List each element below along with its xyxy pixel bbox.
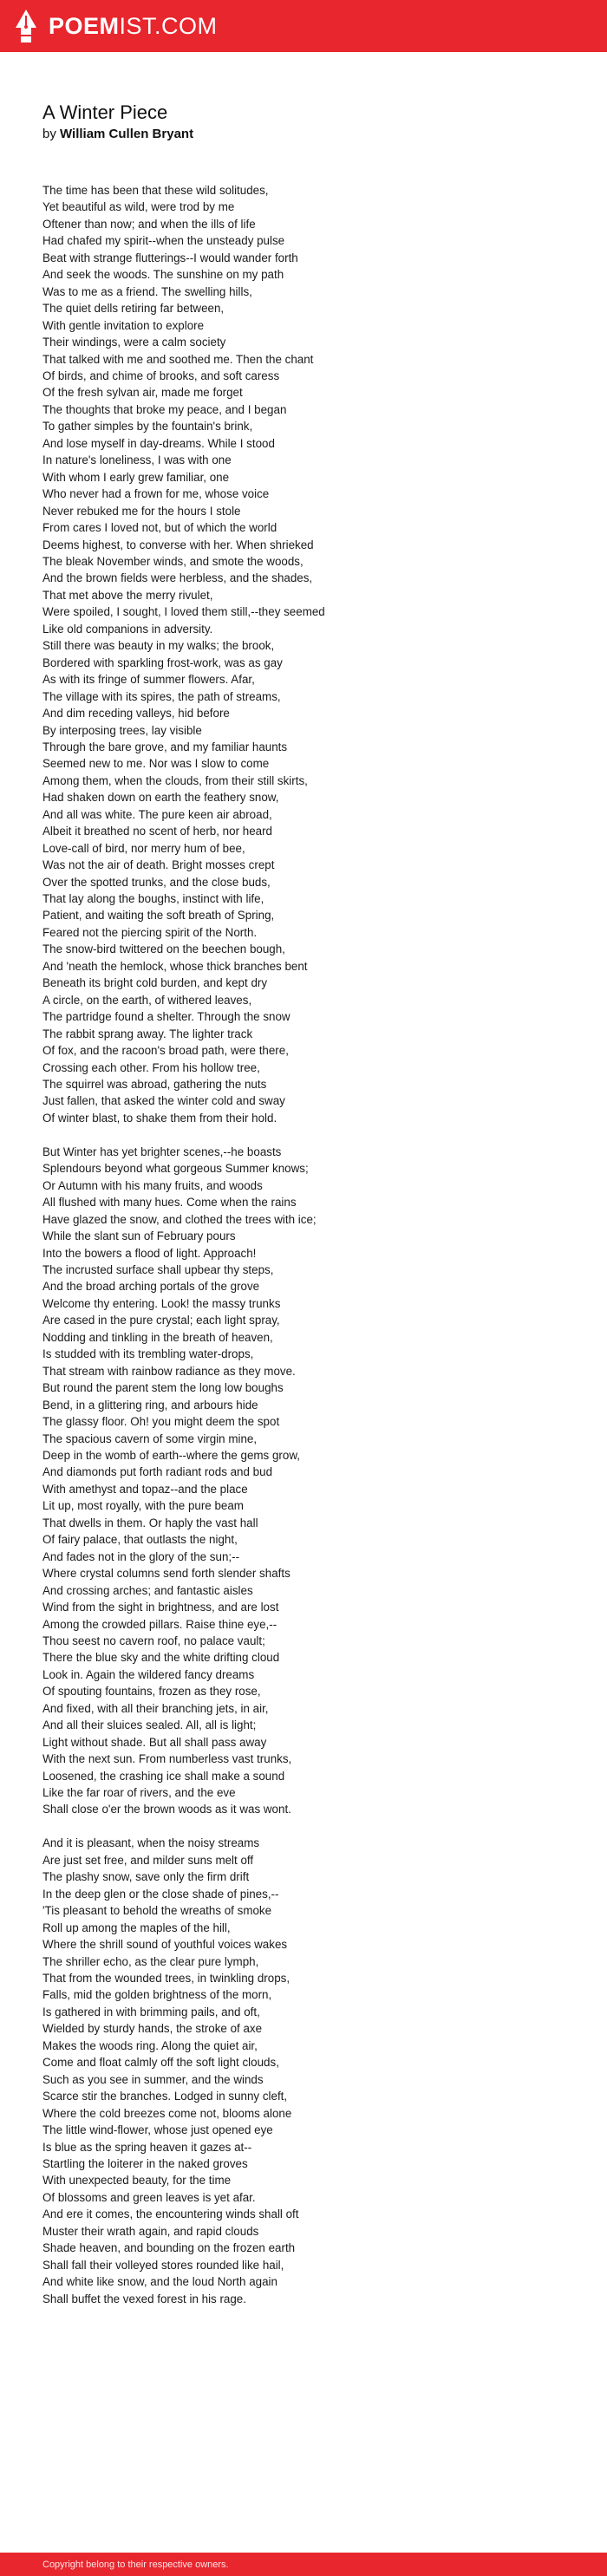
poem-line: Makes the woods ring. Along the quiet air, — [42, 2038, 258, 2052]
poem-line: In the deep glen or the close shade of pines,-- — [42, 1887, 279, 1901]
poem-line: Into the bowers a flood of light. Approach! — [42, 1246, 257, 1260]
poem-line: Splendours beyond what gorgeous Summer knows; — [42, 1162, 309, 1176]
poem-line: Of the fresh sylvan air, made me forget — [42, 386, 243, 400]
poem-line: Like the far roar of rivers, and the eve — [42, 1786, 236, 1800]
poem-line: Have glazed the snow, and clothed the trees with ice; — [42, 1212, 317, 1226]
poem-line: But round the parent stem the long low boughs — [42, 1381, 284, 1395]
poem-line: And the broad arching portals of the grove — [42, 1280, 260, 1294]
poem-line: Loosened, the crashing ice shall make a sound — [42, 1769, 285, 1783]
poem-line: Bordered with sparkling frost-work, was as gay — [42, 655, 283, 669]
poem-line: Over the spotted trunks, and the close buds, — [42, 875, 271, 889]
poem-line: The bleak November winds, and smote the woods, — [42, 554, 304, 568]
poem-line: From cares I loved not, but of which the world — [42, 521, 277, 535]
site-footer — [0, 2553, 607, 2576]
poem-line: With whom I early grew familiar, one — [42, 470, 230, 484]
poem-line: Startling the loiterer in the naked groves — [42, 2156, 248, 2170]
poem-line: Seemed new to me. Nor was I slow to come — [42, 757, 270, 771]
poem-line: Shade heaven, and bounding on the frozen earth — [42, 2241, 296, 2255]
poem-line: And lose myself in day-dreams. While I stood — [42, 436, 275, 450]
logo-text-light: IST.COM — [119, 12, 218, 39]
poem-line: Through the bare grove, and my familiar haunts — [42, 740, 288, 753]
poem-line: Wielded by sturdy hands, the stroke of axe — [42, 2022, 263, 2036]
poem-line: Lit up, most royally, with the pure beam — [42, 1499, 244, 1513]
poem-line: With gentle invitation to explore — [42, 318, 205, 332]
poem-line: Falls, mid the golden brightness of the morn, — [42, 1988, 272, 2002]
poem-line: That from the wounded trees, in twinkling drops, — [42, 1972, 290, 1985]
poem-line: Shall buffet the vexed forest in his rage. — [42, 2292, 246, 2305]
poem-line: All flushed with many hues. Come when the rains — [42, 1196, 297, 1210]
poem-line: With the next sun. From numberless vast trunks, — [42, 1752, 292, 1766]
poem-line: There the blue sky and the white drifting cloud — [42, 1651, 280, 1665]
poem-line: Is studded with its trembling water-drops, — [42, 1347, 254, 1361]
poem-line: Of winter blast, to shake them from their hold. — [42, 1111, 277, 1125]
poem-line: Oftener than now; and when the ills of life — [42, 217, 256, 231]
poem-line: The thoughts that broke my peace, and I began — [42, 402, 287, 416]
poem-line: Of birds, and chime of brooks, and soft caress — [42, 368, 280, 382]
poem-line: Their windings, were a calm society — [42, 336, 226, 349]
poem-line: And it is pleasant, when the noisy streams — [42, 1836, 260, 1850]
poem-line: Had shaken down on earth the feathery snow, — [42, 791, 279, 805]
site-header — [0, 0, 607, 52]
poem-line: And white like snow, and the loud North again — [42, 2275, 277, 2289]
poem-line: Come and float calmly off the soft light clouds, — [42, 2056, 279, 2070]
poem-line: Yet beautiful as wild, were trod by me — [42, 200, 235, 214]
poem-line: And all their sluices sealed. All, all is light; — [42, 1718, 257, 1732]
pen-nib-icon — [14, 9, 38, 43]
poem-line: A circle, on the earth, of withered leaves, — [42, 993, 252, 1007]
logo-text-bold: POEM — [49, 12, 120, 39]
poem-line: That lay along the boughs, instinct with life, — [42, 892, 264, 906]
poem-line: The partridge found a shelter. Through the snow — [42, 1010, 290, 1024]
poem-line: The village with its spires, the path of streams, — [42, 689, 281, 703]
poem-line: Deems highest, to converse with her. When shrieked — [42, 538, 314, 551]
poem-line: And ere it comes, the encountering winds shall oft — [42, 2208, 299, 2221]
poem-line: The rabbit sprang away. The lighter track — [42, 1027, 253, 1040]
poem-line: Are cased in the pure crystal; each light spray, — [42, 1314, 280, 1327]
poem-line: And 'neath the hemlock, whose thick branches bent — [42, 959, 308, 973]
poem-line: Where crystal columns send forth slender shafts — [42, 1567, 290, 1581]
poem-line: Look in. Again the wildered fancy dreams — [42, 1667, 255, 1681]
poem-line: Where the shrill sound of youthful voices wakes — [42, 1938, 288, 1952]
poem-line: Who never had a frown for me, whose voice — [42, 487, 270, 501]
poem-line: The quiet dells retiring far between, — [42, 302, 225, 316]
poem-line: While the slant sun of February pours — [42, 1229, 236, 1243]
poem-line: Where the cold breezes come not, blooms alone — [42, 2106, 292, 2120]
poem-line: That stream with rainbow radiance as they move. — [42, 1364, 296, 1378]
poem-line: The spacious cavern of some virgin mine, — [42, 1431, 258, 1445]
poem-line: Patient, and waiting the soft breath of Spring, — [42, 909, 275, 923]
poem-stanza — [42, 1835, 580, 2307]
poem-stanza — [42, 182, 580, 1126]
poem-line: The shriller echo, as the clear pure lymph, — [42, 1954, 259, 1968]
poem-line: Wind from the sight in brightness, and are lost — [42, 1601, 279, 1614]
poem-line: Beat with strange flutterings--I would wander forth — [42, 251, 298, 264]
poem-line: And seek the woods. The sunshine on my path — [42, 268, 284, 282]
poem-line: And fades not in the glory of the sun;-- — [42, 1549, 240, 1563]
poem-line: Love-call of bird, nor merry hum of bee, — [42, 841, 245, 855]
poem-line: The snow-bird twittered on the beechen bough, — [42, 942, 285, 956]
poem-line: Welcome thy entering. Look! the massy trunks — [42, 1296, 281, 1310]
poem-line: Of spouting fountains, frozen as they rose, — [42, 1685, 261, 1699]
poem-line: To gather simples by the fountain's brink, — [42, 420, 253, 434]
poem-line: The incrusted surface shall upbear thy steps, — [42, 1262, 274, 1276]
poem-line: Beneath its bright cold burden, and kept dry — [42, 976, 268, 990]
poem-line: Albeit it breathed no scent of herb, nor heard — [42, 825, 273, 838]
poem-line: Deep in the womb of earth--where the gems grow, — [42, 1448, 300, 1462]
poem-line: Was to me as a friend. The swelling hills, — [42, 284, 252, 298]
poem-line: Scarce stir the branches. Lodged in sunny cleft, — [42, 2090, 288, 2103]
poem-line: That met above the merry rivulet, — [42, 588, 213, 602]
site-logo[interactable] — [14, 9, 218, 43]
poem-line: Among the crowded pillars. Raise thine eye,-- — [42, 1617, 277, 1631]
poem-line: Were spoiled, I sought, I loved them still,--they seemed — [42, 605, 325, 619]
poem-line: Roll up among the maples of the hill, — [42, 1921, 231, 1934]
poem-line: Just fallen, that asked the winter cold and sway — [42, 1094, 285, 1108]
logo-text — [49, 12, 218, 39]
poem-line: Is gathered in with brimming pails, and oft, — [42, 2005, 260, 2018]
poem-line: Never rebuked me for the hours I stole — [42, 504, 241, 518]
poem-line: The little wind-flower, whose just opened eye — [42, 2123, 273, 2137]
poem-line: In nature's loneliness, I was with one — [42, 453, 232, 467]
poem-line: Of blossoms and green leaves is yet afar. — [42, 2190, 256, 2204]
poem-stanza — [42, 1144, 580, 1818]
poem-line: With unexpected beauty, for the time — [42, 2174, 232, 2188]
byline — [42, 126, 580, 143]
poem-body — [42, 182, 580, 2307]
poem-line: The time has been that these wild solitudes, — [42, 184, 269, 197]
poem-line: Crossing each other. From his hollow tree, — [42, 1060, 260, 1074]
poem-line: Of fox, and the racoon's broad path, were there, — [42, 1044, 289, 1058]
poem-line: And diamonds put forth radiant rods and bud — [42, 1465, 273, 1479]
poem-line: The plashy snow, save only the firm drift — [42, 1870, 250, 1884]
poem-line: That talked with me and soothed me. Then the chant — [42, 352, 314, 366]
author-name: William Cullen Bryant — [60, 127, 194, 141]
poem-line: Among them, when the clouds, from their still skirts, — [42, 773, 308, 787]
poem-line: Is blue as the spring heaven it gazes at-- — [42, 2140, 252, 2154]
poem-line: Thou seest no cavern roof, no palace vault; — [42, 1634, 265, 1647]
poem-line: Muster their wrath again, and rapid clouds — [42, 2224, 259, 2238]
poem-line: Are just set free, and milder suns melt off — [42, 1853, 254, 1867]
poem-line: The squirrel was abroad, gathering the nuts — [42, 1078, 267, 1092]
byline-prefix: by — [42, 127, 56, 141]
poem-line: As with its fringe of summer flowers. Afar, — [42, 673, 255, 687]
poem-line: With amethyst and topaz--and the place — [42, 1482, 248, 1496]
copyright-text: Copyright belong to their respective owners. — [42, 2559, 229, 2570]
poem-line: Was not the air of death. Bright mosses crept — [42, 858, 275, 872]
poem-line: That dwells in them. Or haply the vast hall — [42, 1516, 258, 1529]
poem-line: Nodding and tinkling in the breath of heaven, — [42, 1330, 273, 1344]
poem-line: Still there was beauty in my walks; the brook, — [42, 639, 275, 653]
poem-line: Shall fall their volleyed stores rounded like hail, — [42, 2258, 284, 2272]
poem-line: The glassy floor. Oh! you might deem the spot — [42, 1415, 280, 1429]
poem-line: Or Autumn with his many fruits, and woods — [42, 1178, 263, 1192]
poem-line: Of fairy palace, that outlasts the night, — [42, 1533, 238, 1547]
poem-line: Feared not the piercing spirit of the North. — [42, 925, 258, 939]
poem-line: Like old companions in adversity. — [42, 622, 213, 636]
poem-line: Had chafed my spirit--when the unsteady pulse — [42, 234, 285, 248]
poem-line: And crossing arches; and fantastic aisles — [42, 1583, 253, 1597]
poem-title: A Winter Piece — [42, 101, 168, 123]
poem-line: And dim receding valleys, hid before — [42, 707, 230, 721]
poem-line: Bend, in a glittering ring, and arbours hide — [42, 1398, 258, 1412]
poem-line: 'Tis pleasant to behold the wreaths of smoke — [42, 1904, 272, 1918]
poem-line: Shall close o'er the brown woods as it was wont. — [42, 1803, 291, 1816]
poem-line: Such as you see in summer, and the winds — [42, 2072, 264, 2086]
poem-line: Light without shade. But all shall pass away — [42, 1735, 267, 1749]
poem-line: But Winter has yet brighter scenes,--he boasts — [42, 1145, 282, 1158]
poem-line: And fixed, with all their branching jets, in air, — [42, 1701, 269, 1715]
poem-line: And all was white. The pure keen air abroad, — [42, 807, 272, 821]
poem-line: And the brown fields were herbless, and the shades, — [42, 571, 313, 585]
poem-content — [42, 100, 580, 2325]
poem-line: By interposing trees, lay visible — [42, 723, 202, 737]
